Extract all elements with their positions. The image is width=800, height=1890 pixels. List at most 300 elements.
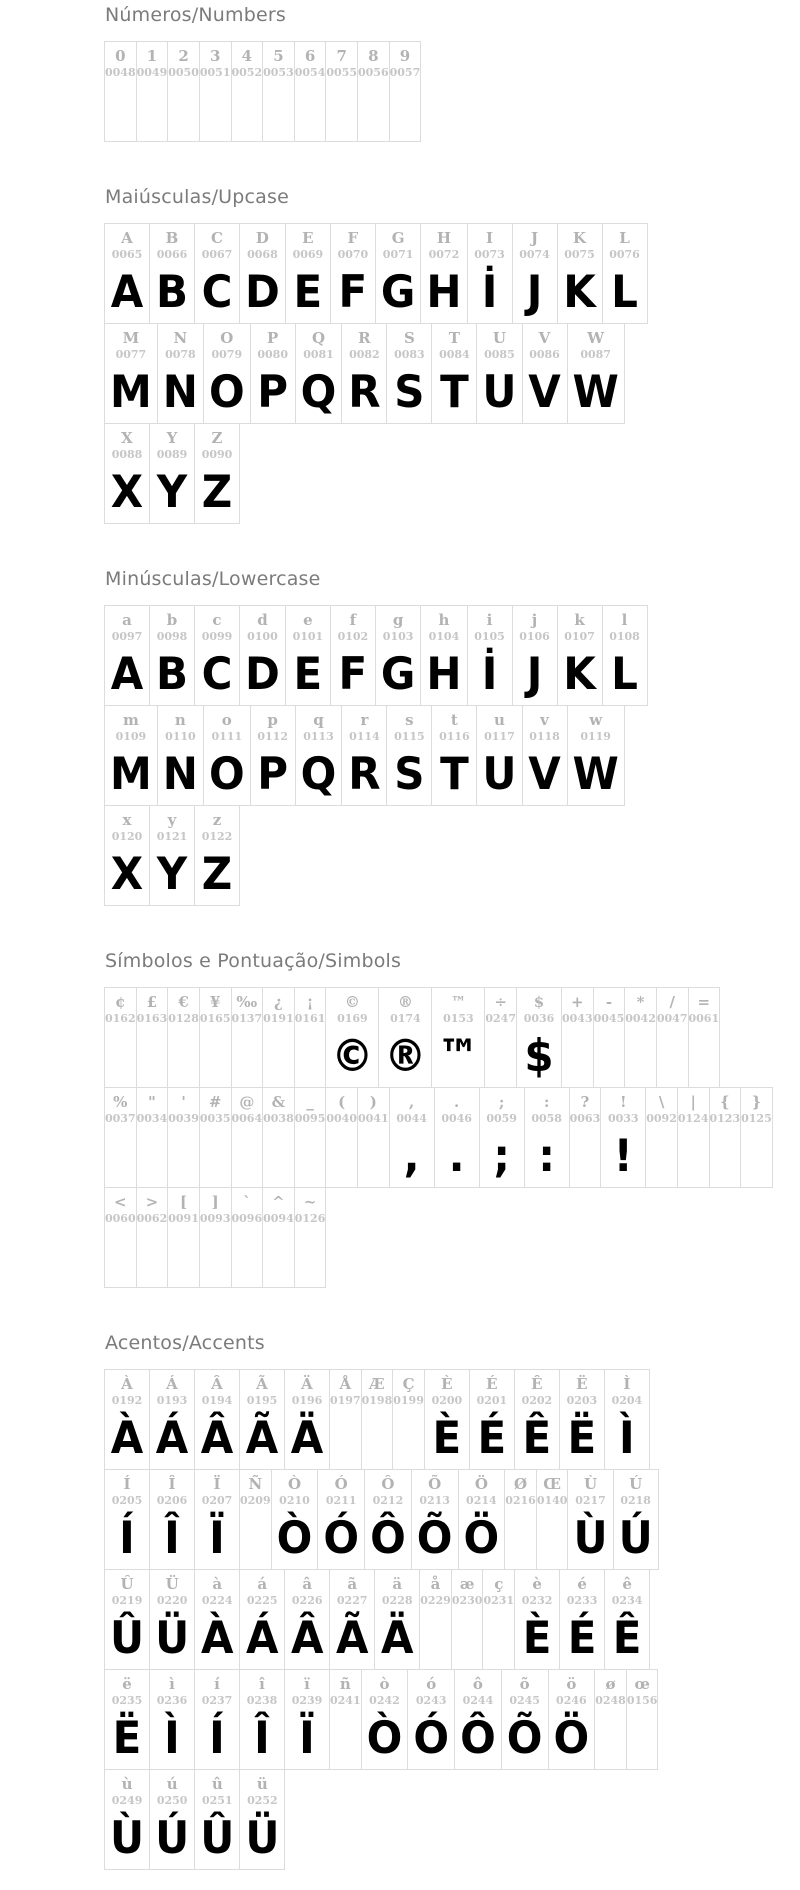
char-code: 0097 (111, 630, 143, 643)
char-cell (104, 423, 150, 524)
char-glyph: Ã (335, 1611, 369, 1664)
char-glyph: . (448, 1129, 465, 1182)
char-cell (504, 1469, 537, 1570)
char-row (104, 1469, 659, 1570)
char-label: v (540, 711, 549, 729)
char-code: 0047 (656, 1012, 688, 1025)
char-glyph (496, 1022, 506, 1087)
char-label: { (719, 1093, 730, 1111)
char-cell (559, 1369, 605, 1470)
char-glyph: V (528, 365, 561, 418)
char-glyph (147, 76, 157, 141)
char-code: 0227 (336, 1594, 368, 1607)
char-label: = (697, 993, 711, 1011)
char-code: 0234 (611, 1594, 643, 1607)
char-cell (294, 1087, 327, 1188)
char-cell (458, 1469, 506, 1570)
char-glyph: Ä (290, 1411, 324, 1464)
char-glyph: H (426, 265, 462, 318)
char-code: 0122 (201, 830, 233, 843)
char-code: 0250 (156, 1794, 188, 1807)
char-glyph: O (208, 747, 245, 800)
char-code: 0080 (257, 348, 288, 361)
char-cell (149, 1469, 195, 1570)
char-cell (341, 323, 387, 424)
char-cell (194, 1369, 240, 1470)
char-code: 0059 (486, 1112, 517, 1125)
char-glyph: $ (524, 1029, 554, 1082)
char-glyph (667, 1022, 677, 1087)
char-label: a (122, 611, 132, 629)
char-code: 0195 (246, 1394, 278, 1407)
char-glyph: Õ (416, 1511, 453, 1564)
char-glyph (273, 1122, 283, 1187)
char-label: Í (123, 1475, 131, 1493)
char-glyph (337, 76, 347, 141)
char-label: Ë (576, 1375, 588, 1393)
char-cell (167, 41, 200, 142)
char-label: Ä (301, 1375, 313, 1393)
char-glyph: S (394, 365, 425, 418)
char-row (104, 705, 625, 806)
char-glyph: Â (290, 1611, 324, 1664)
char-label: I (486, 229, 494, 247)
char-glyph (340, 1704, 350, 1769)
char-label: y (167, 811, 177, 829)
char-code: 0213 (419, 1494, 450, 1507)
char-cell (262, 1187, 295, 1288)
char-label: 4 (241, 47, 253, 65)
char-cell (167, 1187, 200, 1288)
char-glyph: Ü (155, 1611, 190, 1664)
char-cell (484, 987, 517, 1088)
char-code: 0237 (201, 1694, 233, 1707)
char-cell (194, 1569, 240, 1670)
char-cell (194, 605, 240, 706)
char-code: 0105 (474, 630, 505, 643)
char-glyph: Y (156, 847, 188, 900)
char-code: 0104 (428, 630, 460, 643)
char-cell (329, 1369, 362, 1470)
char-label: l (621, 611, 628, 629)
char-cell (567, 705, 625, 806)
char-code: 0086 (529, 348, 560, 361)
char-code: 0072 (428, 248, 460, 261)
char-cell (677, 1087, 710, 1188)
char-code: 0121 (156, 830, 188, 843)
char-code: 0218 (620, 1494, 651, 1507)
char-code: 0200 (431, 1394, 463, 1407)
char-glyph: G (380, 265, 416, 318)
char-label: Ö (474, 1475, 488, 1493)
char-glyph: J (526, 265, 543, 318)
char-glyph: E (293, 647, 323, 700)
char-label: å (430, 1575, 441, 1593)
char-code: 0056 (358, 66, 389, 79)
section-symbols (104, 950, 800, 1288)
char-label: @ (239, 1093, 255, 1111)
char-code: 0096 (231, 1212, 263, 1225)
char-code: 0239 (291, 1694, 323, 1707)
char-cell (239, 223, 286, 324)
char-cell (330, 605, 376, 706)
char-cell (357, 1087, 390, 1188)
char-code: 0041 (358, 1112, 389, 1125)
char-label: ™ (450, 993, 466, 1011)
char-label: ¿ (274, 993, 283, 1011)
char-code: 0053 (263, 66, 294, 79)
char-glyph (179, 1222, 189, 1287)
char-cell (284, 1369, 330, 1470)
char-glyph: À (110, 1411, 144, 1464)
char-code: 0036 (523, 1012, 555, 1025)
char-code: 0073 (474, 248, 505, 261)
char-code: 0062 (136, 1212, 168, 1225)
char-cell (514, 1569, 560, 1670)
char-glyph: Ú (155, 1811, 190, 1864)
char-cell (557, 223, 603, 324)
char-cell (136, 1087, 169, 1188)
section-numbers (104, 4, 800, 142)
char-label: T (448, 329, 460, 347)
char-glyph: Ê (522, 1411, 552, 1464)
char-cell (262, 41, 295, 142)
char-glyph (751, 1122, 761, 1187)
char-cell (239, 605, 286, 706)
char-label: _ (306, 1093, 314, 1111)
char-code: 0098 (156, 630, 188, 643)
char-cell (104, 987, 137, 1088)
char-label: ë (122, 1675, 132, 1693)
char-label: ö (566, 1675, 577, 1693)
char-glyph: Q (300, 747, 337, 800)
char-code: 0117 (484, 730, 515, 743)
char-glyph: Ï (299, 1711, 315, 1764)
char-cell (624, 987, 657, 1088)
char-code: 0156 (626, 1694, 658, 1707)
char-cell (476, 705, 522, 806)
char-glyph: Í (119, 1511, 135, 1564)
char-cell (104, 1569, 150, 1670)
char-label: Ô (381, 1475, 395, 1493)
char-glyph: X (110, 847, 144, 900)
char-code: 0038 (263, 1112, 294, 1125)
char-code: 0235 (111, 1694, 143, 1707)
char-glyph: İ (481, 647, 498, 700)
char-cell (329, 1569, 375, 1670)
char-glyph (657, 1122, 667, 1187)
char-cell (378, 987, 432, 1088)
char-cell (325, 987, 379, 1088)
char-glyph (250, 1504, 260, 1569)
char-glyph (147, 1022, 157, 1087)
char-cell (167, 987, 200, 1088)
char-cell (104, 223, 150, 324)
char-glyph: Ò (366, 1711, 403, 1764)
char-cell (325, 1087, 358, 1188)
char-glyph: È (432, 1411, 462, 1464)
char-cell (250, 705, 296, 806)
char-glyph (305, 1122, 315, 1187)
char-label: , (409, 1093, 415, 1111)
char-row (104, 1087, 773, 1188)
char-cell (512, 223, 558, 324)
char-label: à (212, 1575, 223, 1593)
char-code: 0112 (257, 730, 288, 743)
char-glyph: Û (110, 1611, 145, 1664)
char-label: ^ (272, 1193, 285, 1211)
char-glyph: ; (493, 1129, 511, 1182)
char-code: 0193 (156, 1394, 188, 1407)
char-code: 0242 (369, 1694, 400, 1707)
char-label: - (605, 993, 613, 1011)
char-label: } (751, 1093, 762, 1111)
char-code: 0110 (165, 730, 196, 743)
char-label: 9 (399, 47, 411, 65)
char-glyph: Ë (112, 1711, 142, 1764)
char-code: 0204 (611, 1394, 643, 1407)
char-label: " (148, 1093, 156, 1111)
char-label: ¥ (209, 993, 221, 1011)
char-code: 0103 (382, 630, 414, 643)
char-cell (645, 1087, 678, 1188)
char-cell (389, 41, 422, 142)
char-label: % (113, 1093, 128, 1111)
char-cell (203, 323, 251, 424)
char-label: ( (338, 1093, 346, 1111)
char-code: 0198 (361, 1394, 393, 1407)
char-code: 0095 (294, 1112, 326, 1125)
char-code: 0083 (394, 348, 425, 361)
char-glyph (340, 1404, 350, 1469)
char-label: d (257, 611, 268, 629)
char-code: 0099 (201, 630, 233, 643)
char-code: 0115 (394, 730, 425, 743)
char-row (104, 423, 240, 524)
char-glyph: Ó (323, 1511, 360, 1564)
char-cell (522, 323, 568, 424)
char-cell (294, 1187, 327, 1288)
char-cell (262, 987, 295, 1088)
char-code: 0057 (389, 66, 421, 79)
char-cell (104, 1087, 137, 1188)
char-label: | (690, 1093, 696, 1111)
char-glyph: Ü (245, 1811, 280, 1864)
char-label: ' (181, 1093, 186, 1111)
char-glyph (242, 1222, 252, 1287)
char-code: 0243 (415, 1694, 447, 1707)
char-label: q (313, 711, 324, 729)
char-cell (688, 987, 721, 1088)
char-glyph (636, 1022, 646, 1087)
char-cell (285, 605, 331, 706)
char-glyph: D (245, 647, 280, 700)
char-glyph (431, 1604, 441, 1669)
char-cell (386, 705, 432, 806)
char-glyph: C (201, 265, 233, 318)
char-cell (341, 705, 387, 806)
char-label: É (486, 1375, 498, 1393)
char-code: 0052 (231, 66, 263, 79)
char-cell (357, 41, 390, 142)
char-cell (626, 1669, 659, 1770)
char-glyph: Í (209, 1711, 225, 1764)
char-code: 0106 (519, 630, 550, 643)
char-cell (501, 1669, 549, 1770)
char-glyph: P (257, 747, 289, 800)
char-label: Ü (165, 1575, 179, 1593)
char-code: 0174 (390, 1012, 421, 1025)
char-glyph: É (567, 1611, 597, 1664)
char-label: Á (166, 1375, 178, 1393)
char-glyph (404, 1404, 414, 1469)
char-glyph: L (611, 647, 638, 700)
char-glyph (242, 1122, 252, 1187)
char-glyph (179, 1022, 189, 1087)
char-glyph: À (200, 1611, 234, 1664)
char-glyph: Ô (370, 1511, 406, 1564)
char-glyph (368, 1122, 378, 1187)
char-label: Ï (213, 1475, 221, 1493)
char-cell (194, 805, 240, 906)
char-label: Ø (513, 1475, 528, 1493)
char-code: 0123 (709, 1112, 741, 1125)
char-cell (284, 1669, 330, 1770)
char-glyph: K (563, 647, 596, 700)
char-cell (194, 223, 240, 324)
char-cell (104, 805, 150, 906)
char-cell (420, 605, 467, 706)
char-glyph: © (331, 1029, 374, 1082)
char-glyph: L (611, 265, 638, 318)
char-cell (407, 1669, 455, 1770)
char-glyph (606, 1704, 616, 1769)
char-glyph (372, 1404, 382, 1469)
char-cell (602, 605, 648, 706)
char-cell (136, 987, 169, 1088)
section-uppercase (104, 186, 800, 524)
char-glyph (604, 1022, 614, 1087)
char-label: V (538, 329, 551, 347)
char-glyph (242, 76, 252, 141)
char-code: 0033 (607, 1112, 639, 1125)
char-code: 0058 (531, 1112, 562, 1125)
char-label: Î (168, 1475, 176, 1493)
char-label: æ (459, 1575, 475, 1593)
char-code: 0233 (566, 1594, 598, 1607)
char-cell (239, 1369, 285, 1470)
char-label: & (271, 1093, 286, 1111)
char-cell (149, 1369, 195, 1470)
char-code: 0119 (580, 730, 611, 743)
char-code: 0074 (519, 248, 550, 261)
char-glyph (115, 1022, 125, 1087)
char-code: 0107 (564, 630, 595, 643)
char-glyph: B (155, 647, 188, 700)
char-cell (104, 1469, 150, 1570)
char-code: 0076 (609, 248, 640, 261)
char-code: 0079 (211, 348, 243, 361)
char-cell (149, 805, 195, 906)
char-glyph (179, 76, 189, 141)
char-code: 0035 (199, 1112, 231, 1125)
char-glyph (699, 1022, 709, 1087)
char-glyph: Z (201, 465, 233, 518)
char-glyph: Ã (245, 1411, 279, 1464)
section-title-symbols: Símbolos e Pontuação/Simbols (105, 950, 402, 972)
char-code: 0140 (536, 1494, 568, 1507)
char-code: 0054 (294, 66, 326, 79)
char-code: 0118 (529, 730, 560, 743)
char-cell (524, 1087, 570, 1188)
char-glyph: ® (384, 1029, 427, 1082)
section-title-accents: Acentos/Accents (105, 1332, 265, 1354)
char-cell (454, 1669, 502, 1770)
char-cell (613, 1469, 659, 1570)
char-row (104, 1769, 285, 1870)
char-label: x (122, 811, 132, 829)
char-glyph: Ò (276, 1511, 313, 1564)
char-cell (231, 1087, 264, 1188)
char-cell (656, 987, 689, 1088)
char-label: ‰ (236, 993, 258, 1011)
char-code: 0128 (168, 1012, 199, 1025)
char-code: 0251 (201, 1794, 233, 1807)
char-code: 0201 (476, 1394, 508, 1407)
char-glyph: E (293, 265, 323, 318)
char-glyph: Ì (164, 1711, 180, 1764)
char-glyph: S (394, 747, 425, 800)
char-glyph (337, 1122, 347, 1187)
char-glyph: İ (481, 265, 498, 318)
char-cell (709, 1087, 742, 1188)
char-label: / (669, 993, 675, 1011)
char-glyph: É (477, 1411, 507, 1464)
char-glyph: K (563, 265, 596, 318)
char-cell (271, 1469, 319, 1570)
char-glyph: Á (245, 1611, 279, 1664)
char-code: 0055 (326, 66, 357, 79)
char-cell (419, 1569, 452, 1670)
char-glyph: ! (613, 1129, 633, 1182)
char-label: L (619, 229, 630, 247)
char-cell (104, 1769, 150, 1870)
char-label: Ñ (248, 1475, 263, 1493)
char-code: 0063 (569, 1112, 601, 1125)
char-cell (167, 1087, 200, 1188)
char-label: ê (622, 1575, 632, 1593)
char-glyph: F (338, 265, 368, 318)
char-cell (294, 987, 327, 1088)
char-glyph (494, 1604, 504, 1669)
char-label: M (122, 329, 140, 347)
char-cell (149, 223, 195, 324)
char-cell (157, 705, 204, 806)
char-glyph (720, 1122, 730, 1187)
char-code: 0034 (136, 1112, 168, 1125)
char-cell (104, 1669, 150, 1770)
char-glyph (305, 1222, 315, 1287)
char-cell (104, 605, 150, 706)
char-cell (604, 1569, 650, 1670)
char-glyph: Ä (380, 1611, 414, 1664)
char-code: 0165 (199, 1012, 231, 1025)
char-label: D (255, 229, 269, 247)
char-label: 6 (304, 47, 316, 65)
char-code: 0245 (509, 1694, 540, 1707)
char-label: $ (533, 993, 545, 1011)
char-code: 0249 (111, 1794, 143, 1807)
